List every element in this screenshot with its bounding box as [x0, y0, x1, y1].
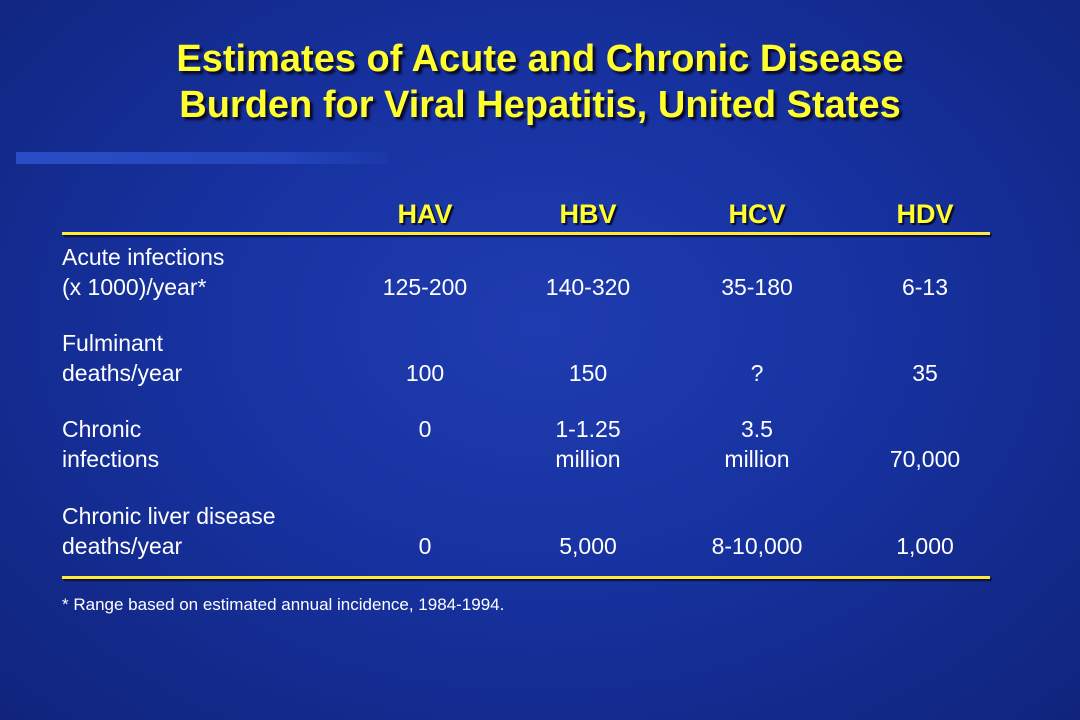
cell-line: 70,000: [889, 446, 961, 472]
row-label-line: deaths/year: [62, 360, 183, 386]
cell-line: [825, 328, 1025, 358]
row-label-line: (x 1000)/year*: [62, 274, 207, 300]
cell-line: million: [724, 446, 790, 472]
table-bottom-rule: [62, 576, 990, 579]
row-label-line: deaths/year: [62, 533, 183, 559]
slide-title-line-2: Burden for Viral Hepatitis, United States: [179, 84, 901, 126]
cell-line: 8-10,000: [711, 533, 803, 559]
column-header-hdv: HDV: [896, 199, 954, 229]
cell-liver-hdv: [825, 501, 1025, 561]
cell-line: 1,000: [896, 533, 954, 559]
slide-title: [0, 36, 1080, 128]
table-top-rule: [62, 232, 990, 235]
column-header-hbv: HBV: [559, 199, 617, 229]
cell-line: 0: [418, 416, 432, 442]
row-label-chronic-liver-deaths: [62, 501, 275, 561]
row-label-line: Acute infections: [62, 244, 225, 270]
column-header-hcv: HCV: [728, 199, 786, 229]
cell-line: 150: [568, 360, 608, 386]
cell-line: [825, 501, 1025, 531]
cell-line: 0: [418, 533, 432, 559]
cell-line: 100: [405, 360, 445, 386]
row-label-line: Fulminant: [62, 330, 163, 356]
slide-title-line-1: Estimates of Acute and Chronic Disease: [176, 38, 904, 80]
row-label-line: infections: [62, 446, 160, 472]
footnote: * Range based on estimated annual incidence, 1984-1994.: [62, 595, 505, 614]
cell-fulminant-hdv: [825, 328, 1025, 388]
row-label-chronic-infections: [62, 414, 159, 474]
cell-line: [825, 242, 1025, 272]
cell-line: ?: [750, 360, 764, 386]
cell-line: million: [555, 446, 621, 472]
cell-line: 35-180: [721, 274, 793, 300]
title-accent-bar: [16, 152, 388, 164]
cell-line: 140-320: [545, 274, 631, 300]
row-label-line: Chronic liver disease: [62, 503, 276, 529]
row-label-acute-infections: [62, 242, 224, 302]
cell-line: [825, 414, 1025, 444]
cell-acute-hdv: [825, 242, 1025, 302]
row-label-fulminant-deaths: [62, 328, 182, 388]
column-header-hav: HAV: [397, 199, 453, 229]
cell-line: 3.5: [741, 416, 773, 442]
cell-line: 5,000: [559, 533, 617, 559]
row-label-line: Chronic: [62, 416, 142, 442]
cell-line: 6-13: [901, 274, 949, 300]
cell-line: 35: [912, 360, 938, 386]
cell-chronic-hdv: [825, 414, 1025, 474]
cell-line: 1-1.25: [555, 416, 621, 442]
cell-line: 125-200: [382, 274, 468, 300]
